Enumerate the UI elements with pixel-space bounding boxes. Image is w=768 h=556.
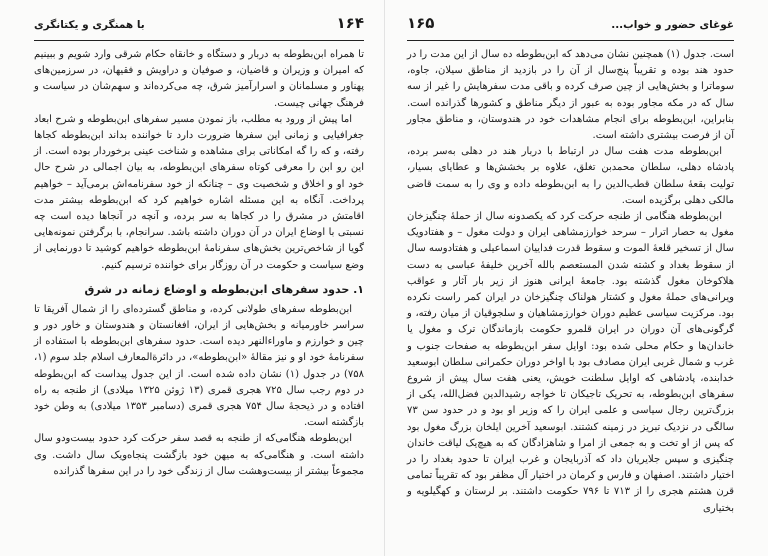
right-page-body (407, 47, 734, 517)
paragraph: ابن‌بطوطه مدت هفت سال در ارتباط با دربار هند در دهلی به‌سر برده، پادشاه دهلی، سلطان محمدبن تغلق، علاوه بر بخشش‌ها و عطایای بسیار، تولیت بقعهٔ سلطان قطب‌الدین را به ابن‌بطوطه داده و وی را به سمت قاضی مالکی دهلی برگزیده است. (407, 146, 734, 206)
section-heading: ۱. حدود سفرهای ابن‌بطوطه و اوضاع زمانه در شرق (84, 282, 364, 296)
paragraph: ابن‌بطوطه سفرهای طولانی کرده، و مناطق گسترده‌ای را از شمال آفریقا تا سراسر خاورمیانه و بخش‌هایی از ایران، افغانستان و هندوستان و خاور دور و چین و خوارزم و ماوراءالنهر دیده است. حدود سفرهای ابن‌بطوطه با استفاده از سفرنامهٔ خود او و نیز مقالهٔ «ابن‌بطوطه»، در دائرةالمعارف اسلام جلد سوم (۱، ۷۵۸) در جدول (۱) نشان داده شده است. از این جدول پیداست که ابن‌بطوطه در دوم رجب سال ۷۲۵ هجری قمری (۱۳ ژوئن ۱۳۲۵ میلادی) از طنجه به راه افتاده و در ذیحجهٔ سال ۷۵۴ هجری قمری (دسامبر ۱۳۵۳ میلادی) به وطن خود بازگشته است. (34, 303, 364, 429)
page-number: ۱۶۵ (407, 14, 435, 32)
running-title: با همنگری و یکتانگری (34, 19, 145, 31)
paragraph: است. جدول (۱) همچنین نشان می‌دهد که ابن‌بطوطه ده سال از این مدت را در حدود هند بوده و تقریباً پنج‌سال از آن را در بازدید از مناطق سیلان، جاوه، سوماترا و بخش‌هایی از چین صرف کرده و باقی مدت سفرهایش را غیر از سه سال که در مکه مجاور بوده به عبور از دیگر مناطق و کشورها گذرانده است. بنابراین، ابن‌بطوطه برای انجام مشاهدات خود در هندوستان، و مناطق مجاور آن از فرصت بیشتری داشته است. (407, 49, 734, 142)
right-page-header (407, 14, 734, 41)
running-title: غوغای حضور و خواب... (611, 19, 734, 31)
paragraph: تا همراه ابن‌بطوطه به دربار و دستگاه و خانقاه حکام شرقی وارد شویم و ببینیم که امیران و وزیران و قاضیان، و صوفیان و دراویش و فقیهان، در سرزمین‌های پهناور و مسلمانان و اسرارآمیز شرق، چه می‌کرده‌اند و سهم‌شان در سیاست و فرهنگ جهانی چیست. (34, 49, 364, 109)
left-page-body (34, 47, 364, 480)
left-page-header (34, 14, 364, 41)
right-page (384, 0, 768, 556)
paragraph: ابن‌بطوطه هنگامی از طنجه حرکت کرد که یکصدونه سال از حملهٔ چنگیزخان مغول به حصار اترار – سرحد خوارزمشاهی ایران و دولت مغول – و هفتادویک سال از تسخیر قلعهٔ الموت و سقوط قدرت فداییان اسماعیلی و هفتادوسه سال از سقوط بغداد و کشته شدن المستعصم بالله آخرین خلیفهٔ عباسی به دست هلاکوخان مغول گذشته بود. جامعهٔ ایرانی هنوز از زیر بار آثار و عواقب ویرانی‌های حملهٔ مغول و کشتار هولناک چنگیزخان در ایران کمر راست نکرده بود. مرکزیت سیاسی عظیم دوران خوارزمشاهیان و سلجوقیان از میان رفته، و گرگونی‌های آن دوران در ایران قلمرو حکومت بازماندگان ترک و مغول یا خاندان‌ها و حکام محلی شده بود: اوایل سفر ابن‌بطوطه به صفحات جنوب و غرب و شمال غربی ایران مصادف بود با اواخر دوران حکمرانی سلطان ابوسعید خدابنده، پادشاهی که اوایل سلطنت خویش، یعنی هفت سال پیش از شروع سفرهای ابن‌بطوطه، به تحریک تاجیکان تا خواجه رشیدالدین فضل‌الله، یکی از بزرگ‌ترین رجال سیاسی و علمی ایران را که وزیر او بود و در حدود سن ۷۳ سالگی در نزدیک تبریز در زمینه کشتند. ابوسعید آخرین ایلخان بزرگ مغول بود که پس از او تخت و به جمعی از امرا و شاهزادگان که به هیچ‌یک لیاقت خاندان چنگیزی و سپس جلایریان داد که آذربایجان و غرب ایران تا حدود بغداد را در اختیار داشتند. اصفهان و فارس و کرمان در اختیار آل مظفر بود که تقریباً تمامی قرن هشتم هجری را از ۷۱۳ تا ۷۹۶ حکومت داشتند. بر لرستان و کهگیلویه و بختیاری (407, 211, 735, 514)
page-number: ۱۶۴ (336, 14, 364, 32)
paragraph: ابن‌بطوطه هنگامی‌که از طنجه به قصد سفر حرکت کرد حدود بیست‌ودو سال داشته است. و هنگامی‌که به میهن خود بازگشت پنجاه‌ویک سال داشت. وی مجموعاً بیشتر از بیست‌وهشت سال از زندگی خود را در این سفرها گذرانده (34, 433, 364, 477)
paragraph: اما پیش از ورود به مطلب، باز نمودن مسیر سفرهای ابن‌بطوطه و شرح ابعاد جغرافیایی و زمانی این سفرها ضرورت دارد تا خواننده بداند ابن‌بطوطه کجاها رفته، و که را گه امکاناتی برای مشاهده و شناخت عینی برخوردار بوده است. از این رو ابن را معرفی کوتاه سفرهای ابن‌بطوطه، به بیان اجمالی در شرح حال خود او و اخلاق و شخصیت وی – چنانکه از خود سفرنامه‌اش برمی‌آید – خواهیم پرداخت. آنگاه به این مسئله اشاره خواهیم کرد که ابن‌بطوطه بیشتر مدت اقامتش در مشرق را در کجاها به سر برده، و آنچه در آنجاها دیده است چه نسبتی با اوضاع ایران در آن دوران داشته باشد. سرانجام، با برگرفتن نمونه‌هایی گویا از شاخص‌ترین بخش‌های سفرنامهٔ ابن‌بطوطه خواهیم کوشید تا دورنمایی از وضع سیاست و حکومت در آن روزگار برای خواننده ترسیم کنیم. (34, 113, 364, 271)
